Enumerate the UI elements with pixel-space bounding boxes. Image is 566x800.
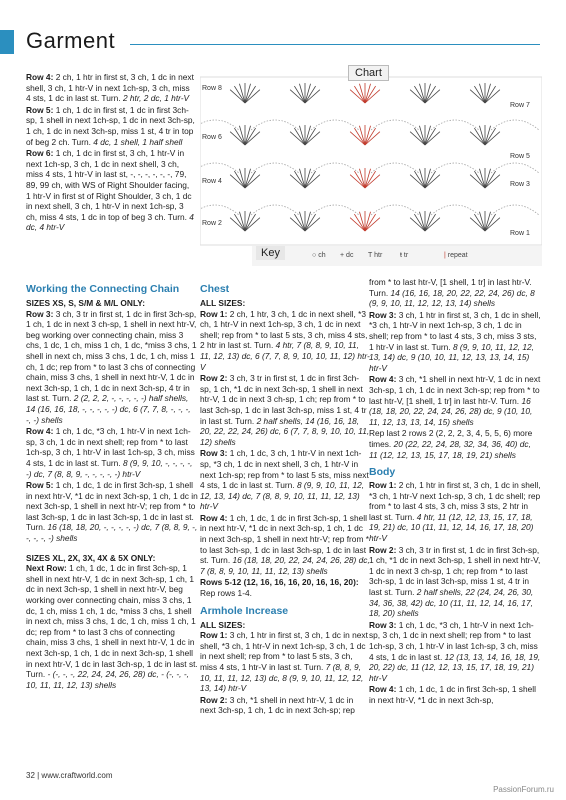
instruction-paragraph — [369, 545, 541, 619]
instruction-paragraph — [26, 148, 196, 233]
instruction-paragraph — [369, 620, 541, 684]
row-text: 3 ch, 3 tr in first st, 1 dc in first 3ch-sp, 1 ch, *1 dc in next 3ch-sp, 1 shell in next htr-V, 1 dc in next 3 ch-sp, 1 ch; rep from * to last 3ch-sp, 1 dc in last 3ch-sp, miss 1 st, 4 tr in last st. Turn. — [369, 544, 541, 598]
instruction-paragraph — [369, 310, 541, 374]
row-text: 3 ch, 1 htr in first st, 3 ch, 1 dc in next shell, *3 ch, 1 htr-V in next 1ch-sp, 3 ch, 1 dc in next shell; rep from * to last 5 sts, 3 ch, miss 4 sts, 1 htr-V in last st. Turn. — [200, 630, 368, 672]
instruction-paragraph — [200, 448, 370, 512]
row-label: Row 5: — [26, 104, 54, 115]
instruction-paragraph — [369, 480, 541, 544]
row-label: Row 5: — [26, 480, 54, 491]
row-label: Row 3: — [200, 448, 228, 459]
chart-row-label-left: Row 4 — [202, 178, 222, 185]
chart-graphic — [200, 63, 542, 269]
row-text: 1 ch, 1 dc, 1 dc in first 3ch-sp, 1 shell in next htr-V, 1 dc in next 3ch-sp, 1 ch, 1 dc in next 3ch-sp, 1 shell in next htr-V, beg working over connecting chain, miss 3 chs, 1 dc, 1 ch, miss 1 ch, 1 dc, *miss 3 chs, 1 shell in next ch, miss 3 chs, 1 dc, 1 ch, miss 1 ch, 1 dc; rep from * to last 3 chs of connecting chain, miss 3 chs, 1 shell in next htr-V, 1 dc in next 3ch-sp, 1 ch, 1 dc in next 3ch-sp, 1 shell in next htr-V, 1 dc in last 3ch-sp, 1 dc in last st. Turn. — [26, 563, 198, 680]
row-text: 3 ch, 1 htr in first st, 3 ch, 1 dc in shell, *3 ch, 1 htr-V in next 1ch-sp, 3 ch, 1 dc in shell; rep from * to last 4 sts, 3 ch, miss 3 sts, 1 htr-V in last st. Turn. — [369, 309, 541, 352]
row-label: Row 3: — [26, 308, 54, 319]
row-label: Row 4: — [26, 72, 54, 82]
row-text: 3 ch, 3 tr in first st, 1 dc in first 3ch-sp, 1 ch, 1 dc in next 3 ch-sp, 1 shell in next htr-V, beg working over connecting chain, miss 3 chs, 1 dc, 1 ch, miss 1 ch, 1 dc, *miss 3 chs, 1 shell in next ch, miss 3 chs, 1 dc, 1 ch, miss 1 ch, 1 dc; rep from * to last 3 chs of connecting chain, miss 3 chs, 1 shell in next htr-V, 1 dc in next 3ch-sp, 1 ch, 1 dc in next 3ch-sp, 4 tr in last st. Turn. — [26, 308, 197, 404]
row-count: 16 (18, 18, 20, 22, 24, 24, 26, 28) dc, 7 (8, 8, 9, 10, 11, 11, 12, 13) shells — [200, 555, 370, 576]
row-label: Next Row: — [26, 563, 67, 574]
row-count: 4 htr, 11 (12, 12, 13, 15, 17, 18, 19, 21) dc, 10 (11, 11, 12, 14, 16, 17, 18, 20) htr-V — [369, 511, 534, 544]
instruction-paragraph — [200, 577, 370, 598]
section-subheading: ALL SIZES: — [200, 619, 246, 630]
row-count: 16 (18, 18, 20, 22, 24, 24, 26, 28) dc, 9 (10, 10, 11, 12, 13, 13, 14, 15) shells — [369, 395, 533, 427]
row-count: 8 (9, 9, 10, 11, 12, 12, 13, 14) dc, 9 (10, 10, 11, 12, 13, 13, 14, 15) htr-V — [369, 341, 534, 373]
row-text: 3 ch, *1 shell in next htr-V, 1 dc in next 3ch-sp, 1 ch, 1 dc in next 3ch-sp; rep from * to last htr-V, [1 shell, 1 tr] in last htr-V. Turn. — [369, 374, 541, 406]
row-text: 3 ch, 3 tr in first st, 1 dc in first 3ch-sp, 1 ch, *1 dc in next 3ch-sp, 1 shell in next htr-V, 1 dc in next 3 ch-sp, 1 ch; rep from * to last 3ch-sp, 1 dc in last 3ch-sp, miss 1 st, 4 tr in last st. Turn. — [200, 373, 367, 426]
row-text: 1 ch, 1 dc, 1 dc in first 3ch-sp, 1 shell in next htr-V, *1 dc in next 3ch-sp, 1 ch, 1 dc in next 3ch-sp, 1 shell in next htr-V; rep from * to last 3ch-sp, 1 dc in last 3ch-sp, 1 dc in last st. Turn. — [200, 512, 369, 566]
row-count: 2 (2, 2, 2, -, -, -, -, -) half shells, 14 (16, 16, 18, -, -, -, -, -) dc, 6 (7, 7, 8, -, -, -, -, -) shells — [26, 393, 191, 425]
row-label: Row 3: — [369, 309, 397, 320]
chart-row-label-right: Row 1 — [510, 230, 530, 237]
header-accent-bar — [0, 30, 14, 54]
instruction-paragraph — [26, 72, 196, 104]
row-label: Row 4: — [369, 374, 397, 385]
row-label: Row 2: — [200, 694, 228, 705]
watermark: PassionForum.ru — [493, 785, 554, 794]
row-label: Row 2: — [369, 544, 397, 555]
instruction-paragraph — [369, 684, 541, 705]
section-heading: Body — [369, 466, 396, 479]
chart-row-label-right: Row 3 — [510, 181, 530, 188]
instruction-paragraph — [369, 428, 541, 460]
row-label: Row 4: — [26, 426, 54, 437]
row-text: 1 ch, 1 dc, 3 ch, 1 htr-V in next 1ch-sp, *3 ch, 1 dc in next shell, 3 ch, 1 htr-V in next 1ch-sp; rep from * to last 5 sts, miss next 4 sts, 1 dc in last st. Turn. — [200, 448, 369, 491]
row-count: 20 (22, 22, 24, 28, 32, 34, 36, 40) dc, 11 (12, 12, 13, 15, 17, 18, 19, 21) shells — [369, 438, 531, 460]
row-text: 1 ch, 1 dc, *3 ch, 1 htr-V in next 1ch-sp, 3 ch, 1 dc in next shell; rep from * to last 1ch-sp, 3 ch, 1 htr-V in last 1ch-sp, 3 ch, miss 4 sts, 1 dc in last st. — [369, 619, 538, 662]
row-text: 2 ch, 1 htr, 3 ch, 1 dc in next shell, *3 ch, 1 htr-V in next 1ch-sp, 3 ch, 1 dc in next shell; rep from * to last 5 sts, 3 ch, miss 4 sts, 2 htr in last st. Turn. — [200, 308, 368, 351]
instruction-paragraph — [200, 695, 370, 716]
page-footer: 32 | www.craftworld.com — [26, 771, 113, 780]
instruction-paragraph — [200, 373, 370, 447]
instruction-paragraph — [26, 309, 198, 426]
row-label: Row 1: — [200, 630, 228, 641]
row-label: Row 4: — [369, 684, 397, 695]
row-count: 12 (13, 13, 14, 16, 18, 19, 20, 22) dc, 11 (12, 12, 13, 15, 17, 18, 19, 21) htr-V — [369, 651, 541, 683]
row-label: Row 2: — [200, 373, 228, 384]
column-chest — [200, 277, 370, 717]
row-label: Rows 5-12 (12, 16, 16, 16, 20, 16, 16, 20): — [200, 577, 359, 588]
chart-row-label-right: Row 7 — [510, 102, 530, 109]
spacer — [26, 545, 198, 550]
section-subheading: SIZES XS, S, S/M & M/L ONLY: — [26, 298, 145, 308]
page-title: Garment — [26, 28, 116, 53]
header-rule — [130, 44, 540, 45]
column-connecting-chain — [26, 277, 198, 691]
row-text: 2 ch, 1 htr in first st, 3 ch, 1 dc in shell, *3 ch, 1 htr-V next 1ch-sp, 3 ch, 1 dc shell; rep from * to last 4 sts, 3 ch, miss 3 sts, 2 htr in last st. Turn. — [369, 480, 541, 522]
row-count: 14 (16, 16, 18, 20, 22, 22, 24, 26) dc, 8 (9, 9, 10, 11, 12, 12, 13, 14) shells — [369, 287, 535, 309]
stitch-chart — [200, 63, 542, 269]
key-item-htr: T htr — [368, 252, 383, 259]
row-count: 4 htr, 7 (8, 8, 9, 10, 11, 11, 12, 13) dc, 6 (7, 7, 8, 9, 10, 10, 11, 12) htr-V — [200, 340, 370, 372]
chart-row-label-left: Row 6 — [202, 134, 222, 141]
chart-frame — [200, 77, 542, 245]
row-text: 2 ch, 1 htr in first st, 3 ch, 1 dc in next shell, 3 ch, 1 htr-V in next 1ch-sp, 3 ch, miss 4 sts, 1 dc in last st. Turn. — [26, 72, 194, 104]
row-text: Rep last 2 rows 2 (2, 2, 2, 3, 4, 5, 5, 6) more times. — [369, 428, 533, 449]
key-item-repeat: | repeat — [444, 252, 468, 259]
section-subheading: ALL SIZES: — [200, 298, 246, 308]
row-text: 3 ch, *1 shell in next htr-V, 1 dc in next 3ch-sp, 1 ch, 1 dc in next 3ch-sp; rep — [200, 694, 355, 716]
instruction-paragraph — [369, 277, 541, 309]
row-label: Row 4: — [200, 512, 228, 523]
key-title: Key — [256, 246, 285, 260]
section-subheading: SIZES XL, 2X, 3X, 4X & 5X ONLY: — [26, 552, 156, 563]
chart-row-label-left: Row 8 — [202, 85, 222, 92]
row-count: 2 half shells, 14 (16, 16, 18, 20, 22, 22, 24, 26) dc, 6 (7, 7, 8, 9, 10, 10, 11, 12) shells — [200, 415, 370, 447]
row-text: 1 ch, 1 dc, 1 dc in first 3ch-sp, 1 shell in next htr-V, *1 dc in next 3ch-sp, 1 ch, 1 dc in next 3ch-sp, 1 shell in next htr-V; rep from * to last 3ch-sp, 1 dc in last 3ch-sp, 1 dc in last st. Turn. — [26, 480, 198, 533]
row-text: 1 ch, 1 dc, *3 ch, 1 htr-V in next 1ch-sp, 3 ch, 1 dc in next shell; rep from * to last 1ch-sp, 3 ch, 1 htr-V in last 1ch-sp, 3 ch, miss 4 sts, 1 dc in last st. Turn. — [26, 426, 195, 468]
row-count: 2 half shells, 22 (24, 24, 26, 30, 34, 36, 38, 42) dc, 10 (11, 11, 12, 14, 16, 17, 18, 20) shells — [369, 587, 534, 619]
section-heading: Armhole Increase — [200, 604, 289, 617]
row-count: 7 (8, 8, 9, 10, 11, 11, 12, 13) dc, 8 (9, 9, 10, 11, 12, 12, 13, 14) htr-V — [200, 662, 364, 694]
instruction-paragraph — [26, 105, 196, 147]
section-heading: Working the Connecting Chain — [26, 283, 180, 295]
row-label: Row 1: — [200, 308, 228, 319]
row-count: 16 (18, 18, 20, -, -, -, -, -) dc, 7 (8, 8, 9, -, -, -, -, -) shells — [26, 522, 198, 544]
instruction-paragraph — [26, 426, 198, 479]
chart-row-label-right: Row 5 — [510, 153, 530, 160]
row-count: 8 (9, 9, 10, -, -, -, -, -) dc, 7 (8, 8, 9, -, -, -, -, -) htr-V — [26, 457, 193, 479]
row-label: Row 3: — [369, 619, 397, 630]
chart-title: Chart — [348, 65, 389, 81]
page-header — [0, 26, 566, 56]
row-count: 8 (9, 9, 10, 11, 12, 12, 13, 14) dc, 7 (8, 8, 9, 10, 11, 11, 12, 13) htr-V — [200, 480, 365, 512]
key-item-ch: ○ ch — [312, 252, 326, 259]
column-body — [369, 277, 541, 707]
row-text: 1 ch, 1 dc in first st, 1 dc in first 3ch-sp, 1 shell in next 1ch-sp, 1 dc in next 3ch-sp, 1 ch, 1 dc in next 3ch-sp, miss 1 st, 4 tr in top of beg 2 ch. Turn. — [26, 104, 195, 147]
row-count: 4 dc, 4 htr-V — [26, 211, 194, 233]
key-item-tr: ŧ tr — [400, 252, 409, 259]
left-top-instructions — [26, 72, 196, 234]
row-count: 4 dc, 1 shell, 1 half shell — [93, 136, 183, 147]
row-text: Rep rows 1-4. — [200, 588, 252, 599]
row-text: from * to last htr-V, [1 shell, 1 tr] in last htr-V. Turn. — [369, 277, 532, 298]
instruction-paragraph — [200, 630, 370, 694]
section-heading: Chest — [200, 283, 230, 295]
instruction-paragraph — [369, 374, 541, 427]
chart-key — [200, 243, 542, 265]
key-item-dc: + dc — [340, 252, 354, 259]
instruction-paragraph — [200, 513, 370, 577]
row-count: 2 htr, 2 dc, 1 htr-V — [122, 93, 190, 104]
chart-row-label-left: Row 2 — [202, 220, 222, 227]
row-count: - (-, -, -, 22, 24, 24, 26, 28) dc, - (-, -, -, 10, 11, 11, 12, 13) shells — [26, 669, 189, 690]
instruction-paragraph — [26, 563, 198, 690]
row-label: Row 6: — [26, 148, 54, 159]
instruction-paragraph — [200, 309, 370, 373]
row-text: 1 ch, 1 dc in first st, 3 ch, 1 htr-V in next 1ch-sp, 3 ch, 1 dc in next shell, 3 ch, miss 4 sts, 1 htr-V in last st, -, -, -, -, -, -, 79, 89, 99 ch, with WS of Right Shoulder facing, 1 htr-V in first st of Right Shoulder, 3 ch, 1 dc in next shell, 3 ch, 1 htr-V in next 1ch-sp, 3 ch, miss 4 sts, 1 dc in top of beg 3 ch. Turn. — [26, 148, 192, 222]
instruction-paragraph — [26, 480, 198, 544]
row-label: Row 1: — [369, 480, 397, 491]
row-text: 1 ch, 1 dc, 1 dc in first 3ch-sp, 1 shell in next htr-V, *1 dc in next 3ch-sp, — [369, 684, 536, 705]
